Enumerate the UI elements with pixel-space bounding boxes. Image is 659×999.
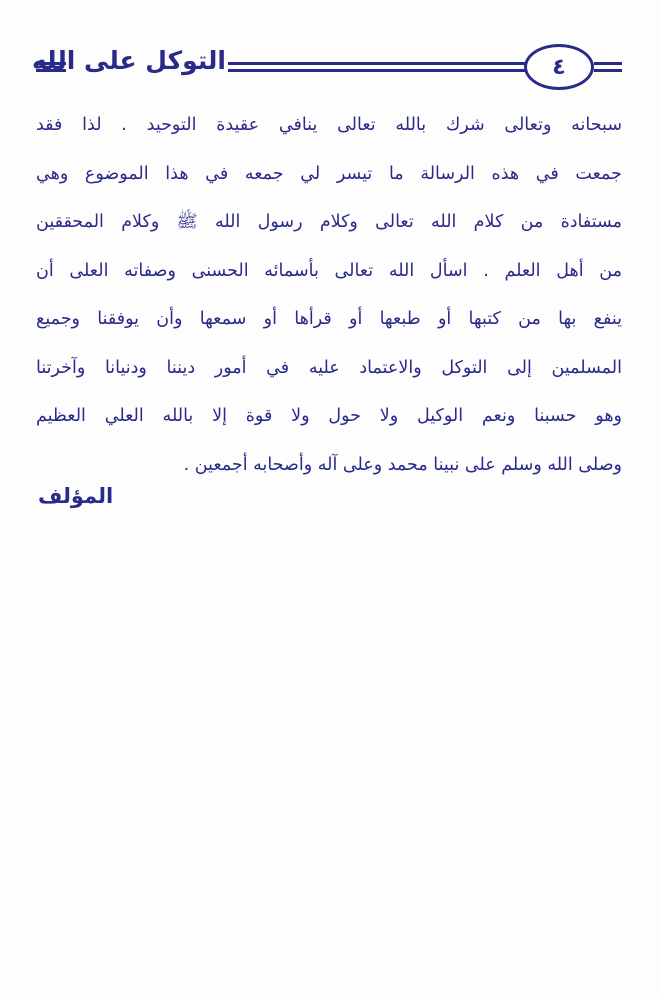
text-line: من أهل العلم . اسأل الله تعالى بأسمائه الحسنى وصفاته العلى أن	[36, 260, 622, 281]
text-line: مستفادة من كلام الله تعالى وكلام رسول الله ﷺ وكلام المحققين	[36, 212, 622, 232]
text-line: سبحانه وتعالى شرك بالله تعالى ينافي عقيدة التوحيد . لذا فقد	[36, 115, 622, 135]
body-text	[36, 101, 622, 489]
page-number-badge	[524, 44, 594, 90]
text-line: وهو حسبنا ونعم الوكيل ولا حول ولا قوة إلا بالله العلي العظيم	[36, 406, 622, 426]
text-line: المسلمين إلى التوكل والاعتماد عليه في أمور ديننا ودنيانا وآخرتنا	[36, 357, 622, 378]
text-line: جمعت في هذه الرسالة ما تيسر لي جمعه في هذا الموضوع وهي	[36, 163, 622, 184]
header-rule	[594, 62, 622, 65]
author-signature: المؤلف	[38, 484, 114, 508]
header-rule	[594, 69, 622, 72]
text-line: وصلى الله وسلم على نبينا محمد وعلى آله وأصحابه أجمعين .	[183, 454, 622, 475]
running-title: التوكل على الله	[32, 46, 226, 75]
page-header	[28, 40, 628, 98]
header-rule	[228, 69, 526, 72]
page-number: ٤	[552, 54, 566, 80]
text-line: ينفع بها من كتبها أو طبعها أو قرأها أو سمعها وأن يوفقنا وجميع	[36, 309, 622, 329]
header-rule	[228, 62, 526, 65]
